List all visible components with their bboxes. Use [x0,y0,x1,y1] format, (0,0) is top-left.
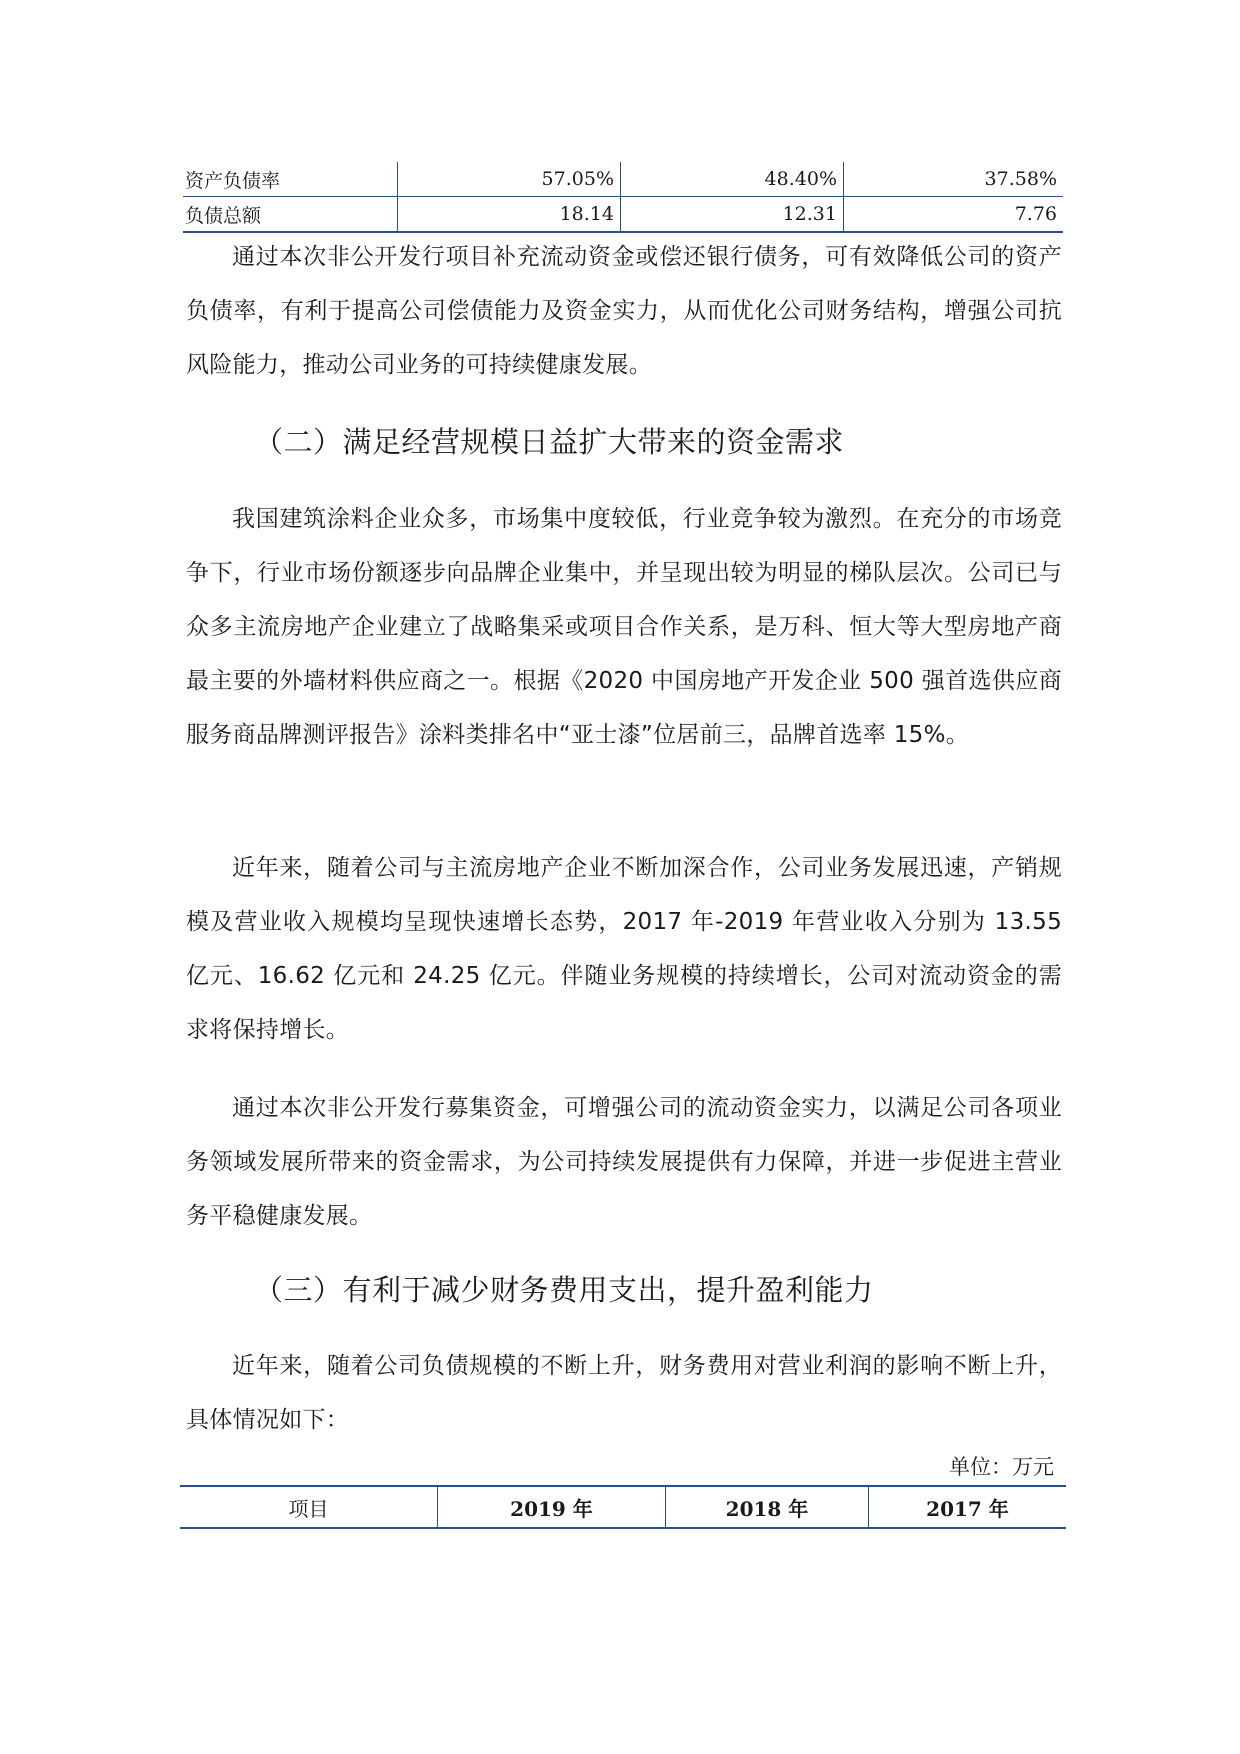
value-2019: 57.05% [398,162,621,197]
paragraph-debt-reduction: 通过本次非公开发行项目补充流动资金或偿还银行债务，可有效降低公司的资产负债率，有利于提高公司偿债能力及资金实力，从而优化公司财务结构，增强公司抗风险能力，推动公司业务的可持续健康发展。 [186,244,1062,378]
table-row [183,162,1063,197]
paragraph-revenue-growth: 近年来，随着公司与主流房地产企业不断加深合作，公司业务发展迅速，产销规模及营业收入规模均呈现快速增长态势，2017 年-2019 年营业收入分别为 13.55 亿元、16.62 亿元和 24.25 亿元。伴随业务规模的持续增长，公司对流动资金的需求将保持增长。 [186,855,1062,1043]
header-2019: 2019 年 [438,1486,666,1528]
paragraph-finance-cost: 近年来，随着公司负债规模的不断上升，财务费用对营业利润的影响不断上升，具体情况如下： [186,1353,1062,1433]
paragraph-funding: 通过本次非公开发行募集资金，可增强公司的流动资金实力，以满足公司各项业务领域发展所带来的资金需求，为公司持续发展提供有力保障，并进一步促进主营业务平稳健康发展。 [186,1095,1062,1229]
row-label: 资产负债率 [183,162,398,197]
paragraph-market: 我国建筑涂料企业众多，市场集中度较低，行业竞争较为激烈。在充分的市场竞争下，行业市场份额逐步向品牌企业集中，并呈现出较为明显的梯队层次。公司已与众多主流房地产企业建立了战略集采或项目合作关系，是万科、恒大等大型房地产商最主要的外墙材料供应商之一。根据《2020 中国房地产开发企业 500 强首选供应商服务商品牌测评报告》涂料类排名中“亚士漆”位居前三，品牌首选率 15%。 [186,506,1062,748]
section-heading-3: （三）有利于减少财务费用支出，提升盈利能力 [254,1273,874,1307]
debt-ratio-table [183,162,1063,233]
table-header-row [180,1486,1066,1528]
value-2019: 18.14 [398,197,621,233]
value-2017: 7.76 [844,197,1064,233]
finance-cost-table [180,1485,1066,1529]
header-2017: 2017 年 [926,1496,1009,1521]
row-label: 负债总额 [183,197,398,233]
header-2018: 2018 年 [666,1486,869,1528]
section-heading-2: （二）满足经营规模日益扩大带来的资金需求 [254,425,845,459]
value-2018: 48.40% [621,162,844,197]
header-item: 项目 [180,1486,438,1528]
value-2018: 12.31 [621,197,844,233]
unit-label: 单位：万元 [949,1455,1054,1479]
table-row [183,197,1063,233]
value-2017: 37.58% [844,162,1064,197]
